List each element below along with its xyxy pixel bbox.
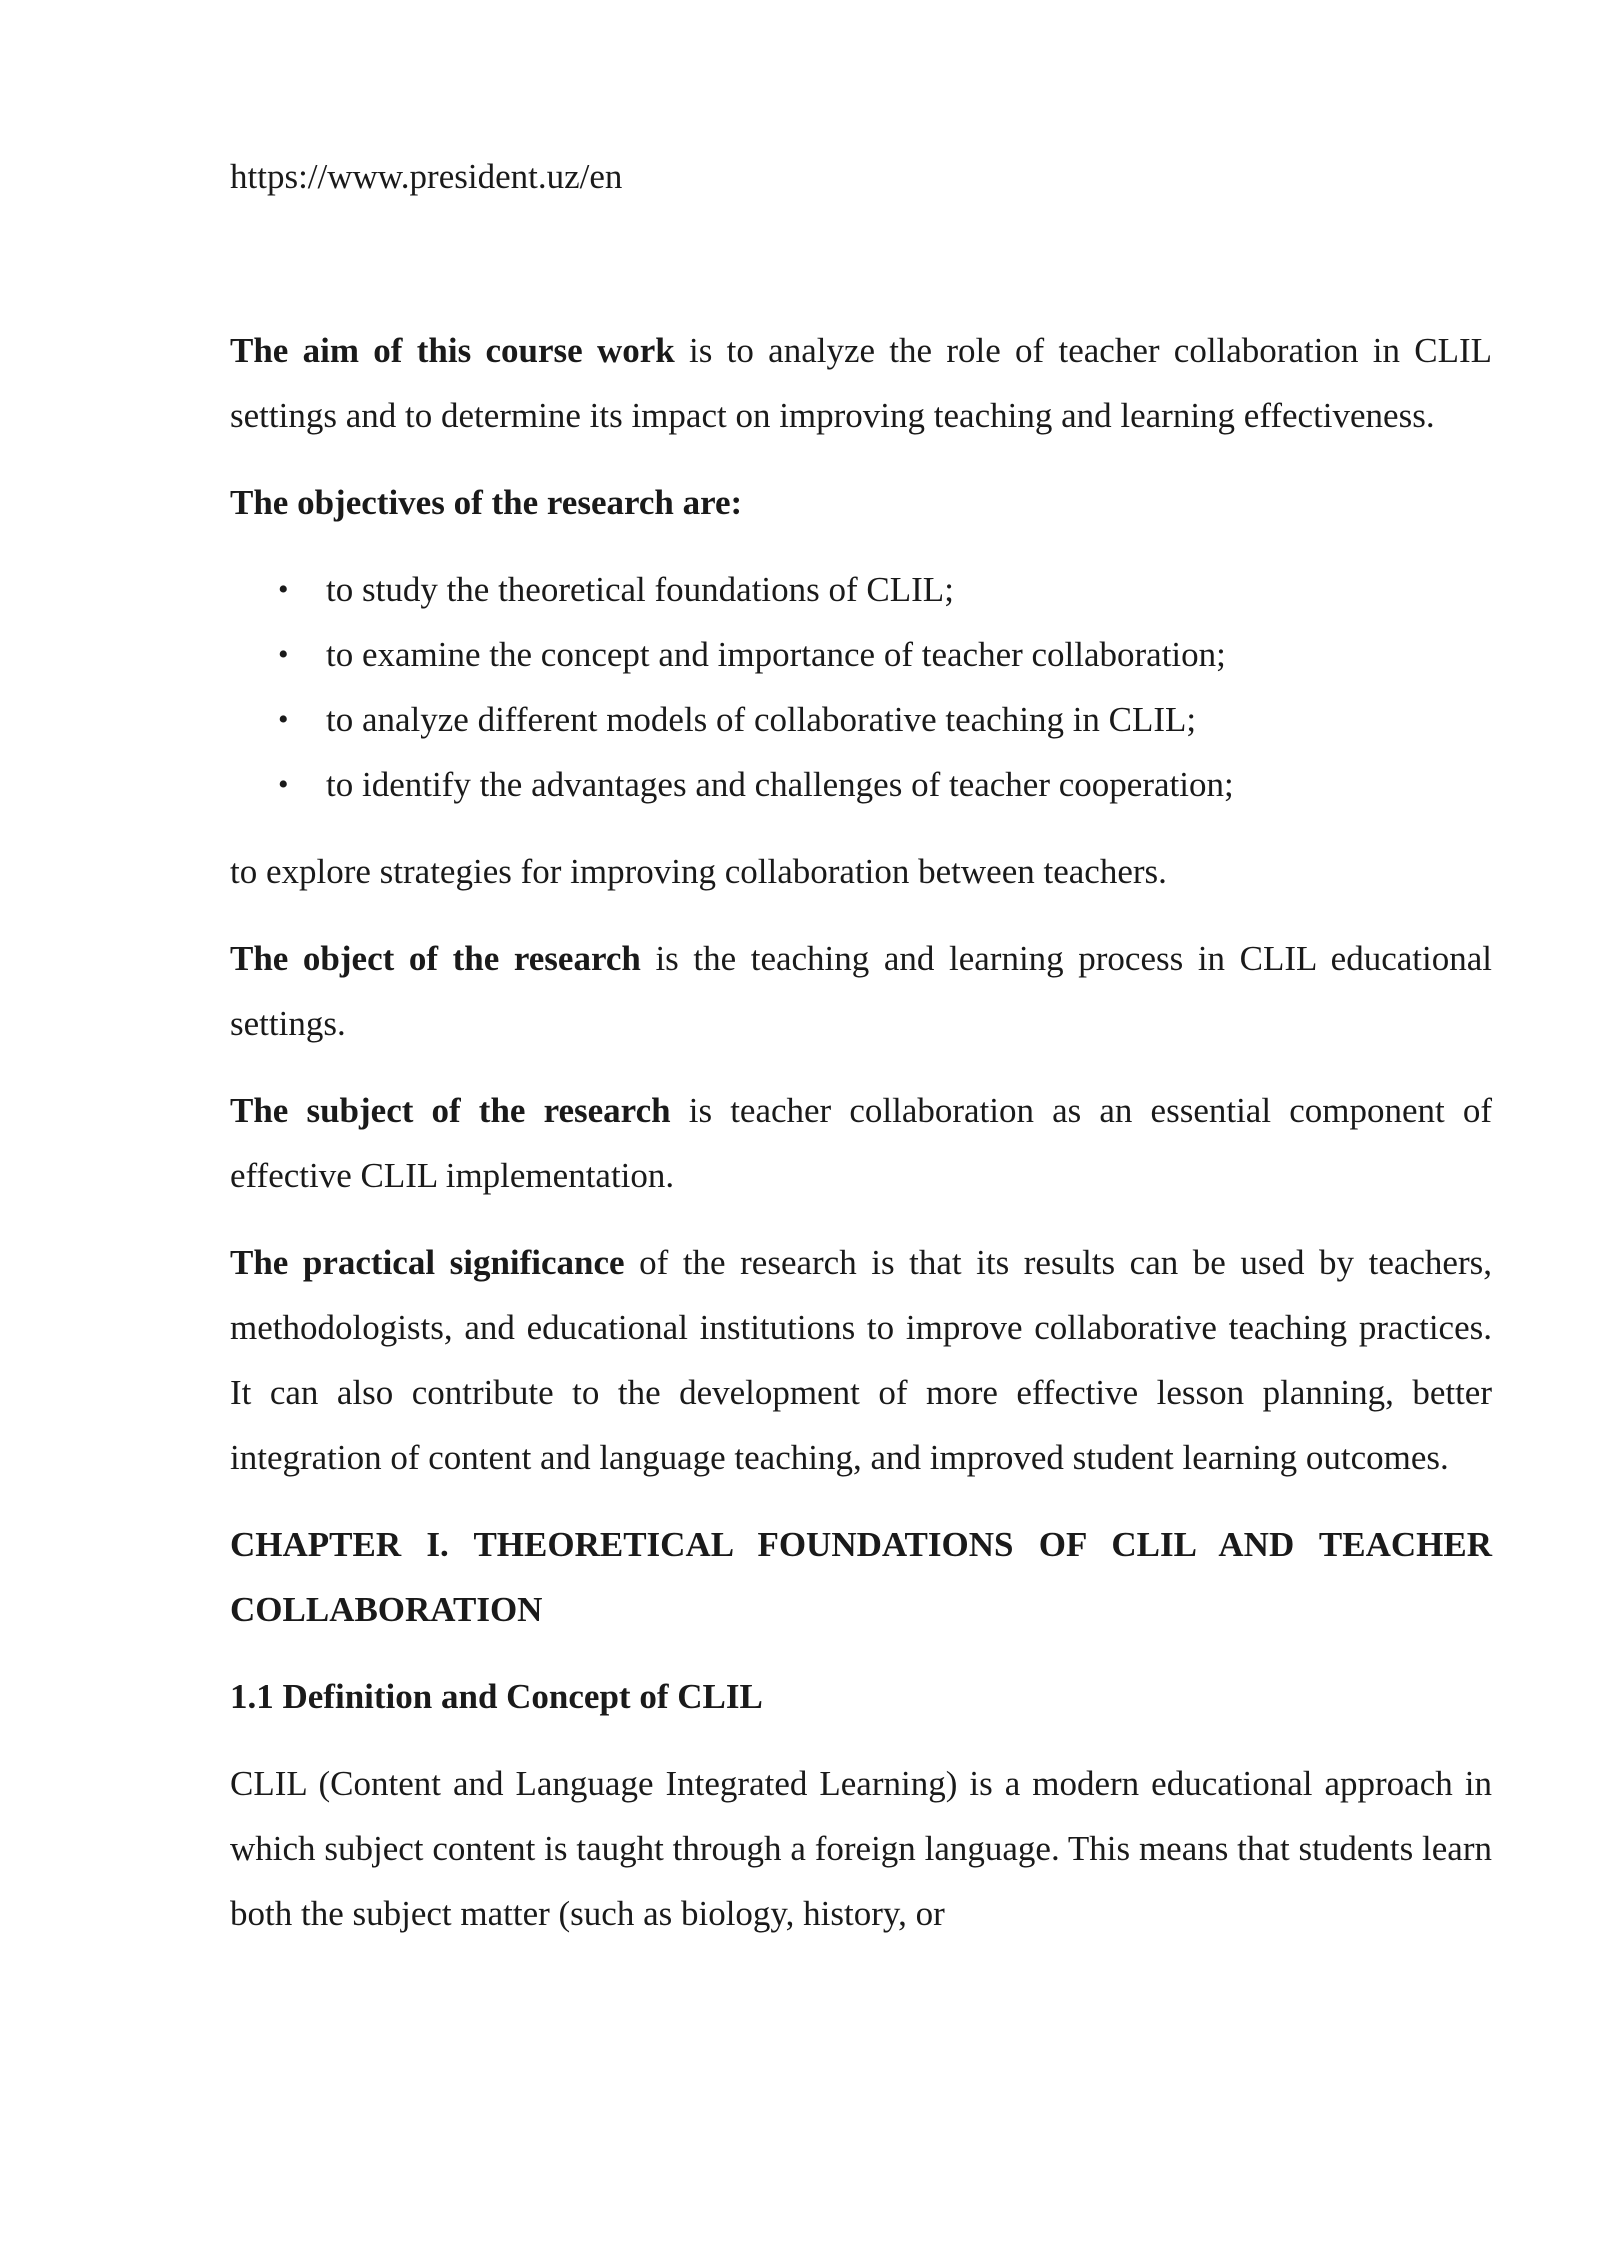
objective-text: to identify the advantages and challenges of teacher cooperation; [326, 765, 1234, 804]
object-label: The object of the research [230, 939, 641, 978]
aim-paragraph [230, 318, 1492, 448]
section-heading: 1.1 Definition and Concept of CLIL [230, 1677, 763, 1716]
aim-label: The aim of this course work [230, 331, 675, 370]
chapter-title: CHAPTER I. THEORETICAL FOUNDATIONS OF CLIL AND TEACHER COLLABORATION [230, 1525, 1492, 1629]
objectives-heading: The objectives of the research are: [230, 483, 743, 522]
subject-label: The subject of the research [230, 1091, 671, 1130]
object-text: is the teaching and learning process in CLIL educational settings. [230, 939, 1492, 1043]
clil-definition-paragraph: CLIL (Content and Language Integrated Learning) is a modern educational approach in which subject content is taught through a foreign language. This means that students learn both the subject matter (such as biology, history, or [230, 1764, 1492, 1933]
source-url[interactable]: https://www.president.uz/en [230, 157, 623, 196]
objectives-trailing-text: to explore strategies for improving collaboration between teachers. [230, 852, 1167, 891]
objective-item [230, 687, 1492, 752]
document-body [230, 318, 1492, 1968]
bullet-icon: • [278, 638, 289, 671]
object-paragraph [230, 926, 1492, 1056]
subject-text: is teacher collaboration as an essential component of effective CLIL implementation. [230, 1091, 1492, 1195]
objective-item [230, 622, 1492, 687]
objectives-list [230, 557, 1492, 817]
bullet-icon: • [278, 768, 289, 801]
significance-text: of the research is that its results can be used by teachers, methodologists, and educational institutions to improve collaborative teaching practices. It can also contribute to the development of more effective lesson planning, better integration of content and language teaching, and improved student learning outcomes. [230, 1243, 1492, 1477]
significance-paragraph [230, 1230, 1492, 1490]
aim-text: is to analyze the role of teacher collaboration in CLIL settings and to determine its impact on improving teaching and learning effectiveness. [230, 331, 1492, 435]
objective-text: to study the theoretical foundations of CLIL; [326, 570, 954, 609]
objective-text: to examine the concept and importance of teacher collaboration; [326, 635, 1226, 674]
significance-label: The practical significance [230, 1243, 625, 1282]
subject-paragraph [230, 1078, 1492, 1208]
bullet-icon: • [278, 703, 289, 736]
objective-item [230, 752, 1492, 817]
objective-text: to analyze different models of collaborative teaching in CLIL; [326, 700, 1197, 739]
objective-item [230, 557, 1492, 622]
bullet-icon: • [278, 573, 289, 606]
